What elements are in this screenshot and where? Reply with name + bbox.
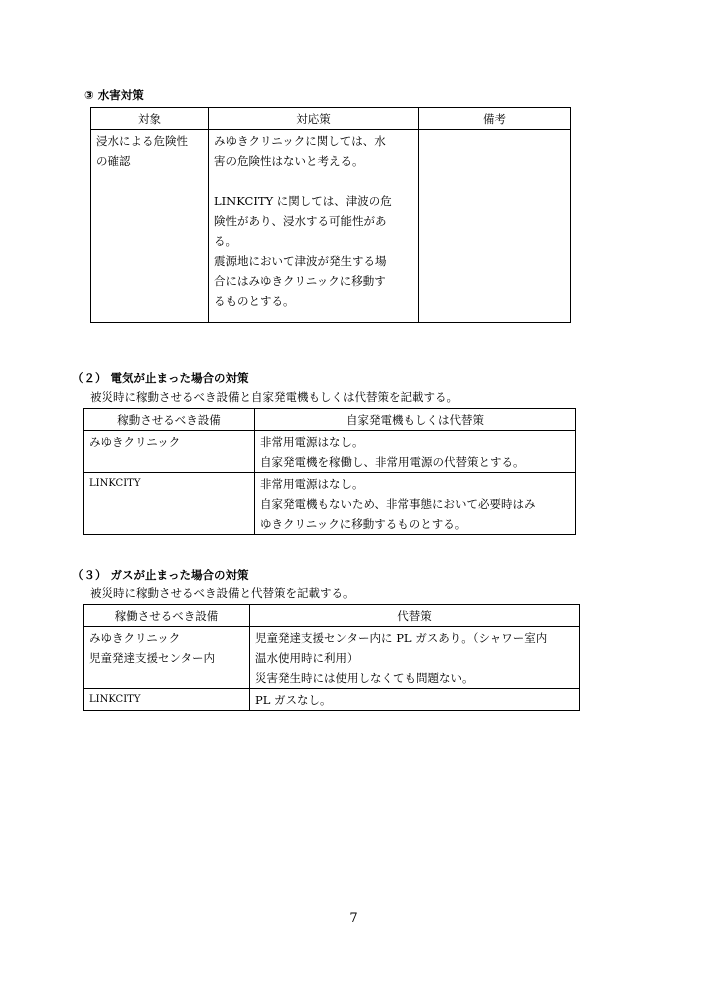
- cell-line: 災害発生時には使用しなくても問題ない。: [255, 671, 474, 685]
- cell-line: 震源地において津波が発生する場: [214, 254, 387, 268]
- cell-line: ゆきクリニックに移動するものとする。: [260, 517, 467, 531]
- cell-line: 温水使用時に利用）: [255, 651, 359, 665]
- cell-line: る。: [214, 234, 237, 248]
- cell-line: 自家発電機もないため、非常事態において必要時はみ: [260, 497, 536, 511]
- power-section-title: （２） 電気が止まった場合の対策: [72, 371, 249, 385]
- gas-header-measure: 代替策: [250, 605, 580, 627]
- flood-section-title: ③ 水害対策: [84, 88, 144, 102]
- cell-line: LINKCITY に関しては、津波の危: [214, 194, 392, 208]
- table-row: [91, 130, 571, 323]
- cell-line: 児童発達支援センター内: [89, 651, 216, 665]
- cell-line: の確認: [96, 154, 131, 168]
- flood-header-target: 対象: [91, 108, 209, 130]
- cell-line: 児童発達支援センター内に PL ガスあり。（シャワー室内: [255, 631, 548, 645]
- gas-section-description: 被災時に稼動させるべき設備と代替策を記載する。: [90, 586, 355, 600]
- flood-target-cell: [91, 130, 209, 323]
- gas-table-header-row: [84, 605, 580, 627]
- flood-remarks-cell: [419, 130, 571, 323]
- cell-line: LINKCITY: [89, 694, 141, 705]
- power-header-measure: 自家発電機もしくは代替策: [255, 409, 576, 431]
- flood-table: [90, 107, 571, 323]
- power-section-description: 被災時に稼動させるべき設備と自家発電機もしくは代替策を記載する。: [90, 390, 458, 404]
- gas-measure-cell: [250, 627, 580, 689]
- gas-equipment-cell: [84, 627, 250, 689]
- power-measure-cell: [255, 431, 576, 473]
- table-row: [84, 473, 576, 535]
- cell-line: るものとする。: [214, 294, 295, 308]
- power-table: [83, 408, 576, 535]
- cell-line: PL ガスなし。: [255, 693, 332, 707]
- cell-line: 自家発電機を稼働し、非常用電源の代替策とする。: [260, 455, 525, 469]
- flood-header-remarks: 備考: [419, 108, 571, 130]
- cell-line: 浸水による危険性: [96, 134, 188, 148]
- cell-line: みゆきクリニックに関しては、水: [214, 134, 386, 148]
- power-table-header-row: [84, 409, 576, 431]
- cell-line: みゆきクリニック: [89, 435, 181, 449]
- power-equipment-cell: [84, 473, 255, 535]
- power-equipment-cell: [84, 431, 255, 473]
- gas-table: [83, 604, 580, 711]
- table-row: [84, 431, 576, 473]
- cell-line: 害の危険性はないと考える。: [214, 154, 364, 168]
- cell-line: LINKCITY: [89, 478, 141, 489]
- power-measure-cell: [255, 473, 576, 535]
- flood-header-measure: 対応策: [209, 108, 419, 130]
- cell-line: 険性があり、浸水する可能性があ: [214, 214, 387, 228]
- table-row: [84, 689, 580, 711]
- flood-measure-cell: [209, 130, 419, 323]
- page-number: 7: [349, 911, 358, 926]
- cell-line: 非常用電源はなし。: [260, 477, 364, 491]
- power-header-equipment: 稼動させるべき設備: [84, 409, 255, 431]
- cell-line: みゆきクリニック: [89, 631, 181, 645]
- cell-line: 合にはみゆきクリニックに移動す: [214, 274, 386, 288]
- gas-measure-cell: [250, 689, 580, 711]
- blank-line: [214, 171, 413, 191]
- gas-equipment-cell: [84, 689, 250, 711]
- gas-section-title: （３） ガスが止まった場合の対策: [72, 568, 249, 582]
- gas-header-equipment: 稼働させるべき設備: [84, 605, 250, 627]
- flood-table-header-row: [91, 108, 571, 130]
- cell-line: 非常用電源はなし。: [260, 435, 364, 449]
- table-row: [84, 627, 580, 689]
